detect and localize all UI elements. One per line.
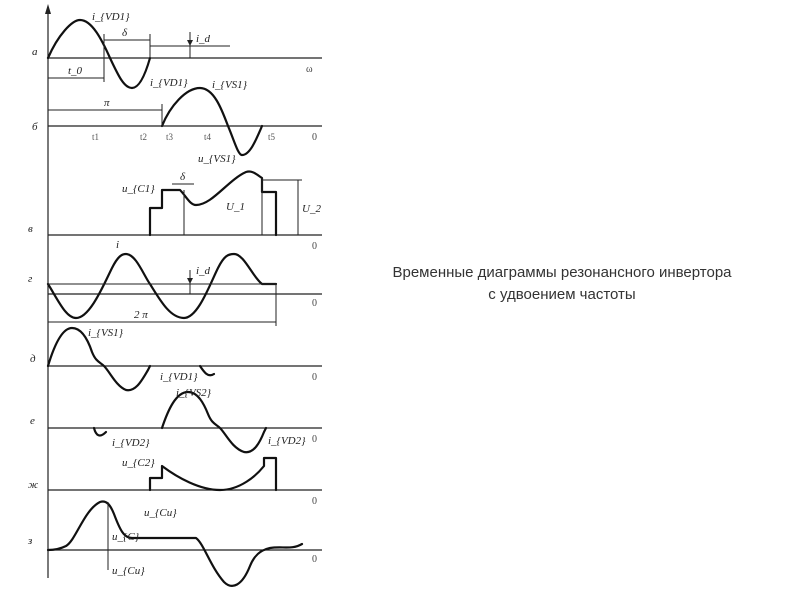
axis-end-label: 0 [312, 132, 317, 143]
tick-t3: t3 [166, 132, 174, 142]
tick-t4: t4 [204, 132, 212, 142]
label-i-vs1: i_{VS1} [212, 79, 248, 91]
label-u-c1: u_{C1} [122, 183, 155, 195]
label-v1: U_1 [226, 201, 245, 213]
axis-end-label: ω [306, 64, 313, 75]
label-i-vd2-right: i_{VD2} [268, 435, 306, 447]
label-delta: δ [122, 27, 128, 39]
label-pi: π [104, 97, 110, 109]
label-i-d: i_d [196, 33, 211, 45]
axis-end-label: 0 [312, 434, 317, 445]
panel-d [28, 239, 322, 326]
label-u-c: u_{C} [112, 531, 140, 543]
label-i-vd2-left: i_{VD2} [112, 437, 150, 449]
tick-t5: t5 [268, 132, 276, 142]
axis-end-label: 0 [312, 298, 317, 309]
label-i-d: i_d [196, 265, 211, 277]
axis-end-label: 0 [312, 241, 317, 252]
panel-h [27, 502, 322, 586]
waveform-i [48, 254, 276, 318]
panel-letter: б [32, 121, 38, 133]
tick-t1: t1 [92, 132, 100, 142]
label-i: i [116, 239, 120, 251]
panel-e [30, 327, 322, 390]
i-d-arrowhead [187, 40, 193, 46]
vertical-axis-arrow [45, 4, 51, 14]
panel-letter: в [28, 223, 33, 235]
axis-end-label: 0 [312, 554, 317, 565]
waveform-i-vs2 [162, 392, 266, 452]
caption [352, 262, 772, 306]
waveform-i-vd2-left [94, 428, 106, 435]
label-u-vs1: u_{VS1} [198, 153, 236, 165]
tick-t2: t2 [140, 132, 148, 142]
label-i-vs1: i_{VS1} [88, 327, 124, 339]
waveform-i-vs1 [162, 88, 262, 155]
label-v2: U_2 [302, 203, 321, 215]
label-t0: t_0 [68, 65, 83, 77]
panel-letter: д [30, 353, 36, 365]
timing-diagram [0, 0, 340, 600]
label-i-vd1-neg: i_{VD1} [150, 77, 188, 89]
waveform-u-c2 [150, 458, 276, 490]
label-i-vd1: i_{VD1} [160, 371, 198, 383]
panel-letter: a [32, 46, 38, 58]
label-delta: δ [180, 171, 186, 183]
panel-letter: г [28, 273, 33, 285]
waveform-u [150, 171, 276, 235]
i-d-arrowhead [187, 278, 193, 284]
panel-letter: е [30, 415, 35, 427]
waveform-i-vd1-tail [200, 366, 214, 375]
axis-end-label: 0 [312, 372, 317, 383]
panel-g [28, 457, 322, 507]
label-i-vs2: i_{VS2} [176, 387, 212, 399]
label-i-vd1: i_{VD1} [92, 11, 130, 23]
caption-line-1: Временные диаграммы резонансного инвертора [392, 264, 732, 281]
label-u-cu: u_{Cu} [144, 507, 177, 519]
panel-b [32, 79, 322, 155]
caption-line-2: с удвоением частоты [488, 286, 636, 303]
label-u-cu-bottom: u_{Cu} [112, 565, 145, 577]
label-two-pi: 2 π [134, 309, 148, 321]
panel-a [32, 11, 322, 89]
axis-end-label: 0 [312, 496, 317, 507]
panel-letter: ж [28, 479, 39, 491]
label-u-c2: u_{C2} [122, 457, 155, 469]
panel-letter: з [28, 535, 33, 547]
panel-f [30, 387, 322, 452]
panel-c [28, 153, 322, 252]
